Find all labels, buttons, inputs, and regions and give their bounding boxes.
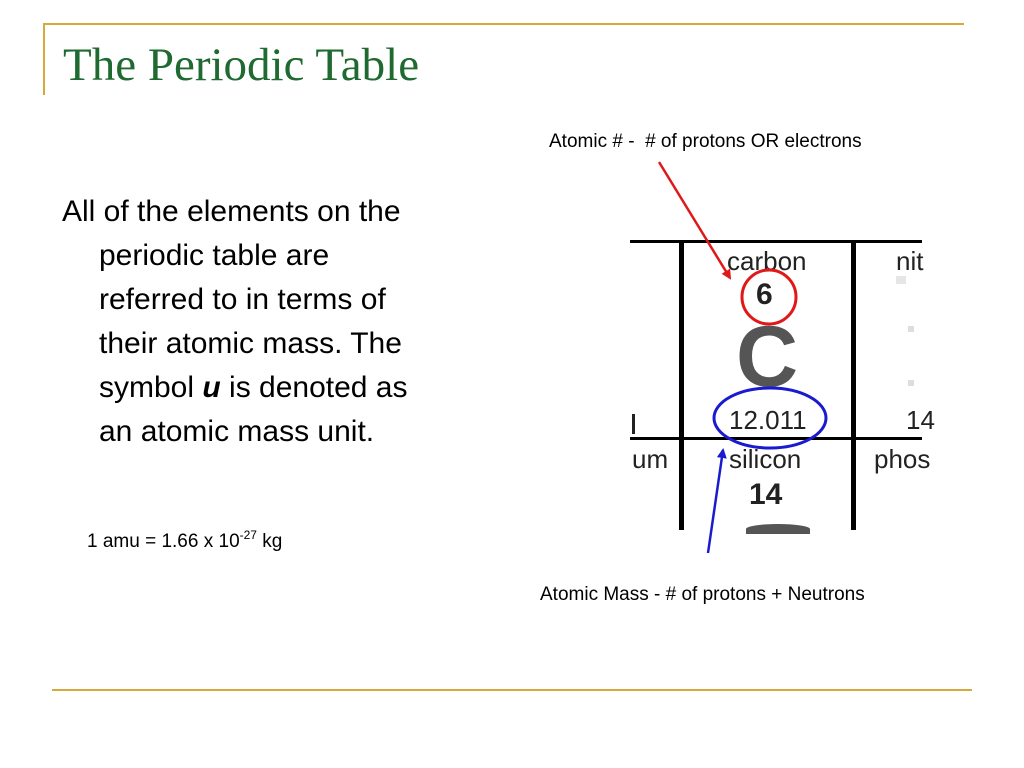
neighbor-right-mass: 14 xyxy=(906,405,935,435)
slide-title: The Periodic Table xyxy=(63,39,420,91)
silicon-atomic-number: 14 xyxy=(749,478,783,511)
atomic-mass-arrow xyxy=(708,450,723,553)
amu-base: 1 amu = 1.66 x 10 xyxy=(87,531,240,552)
amu-exponent: -27 xyxy=(239,528,257,542)
symbol-u: u xyxy=(202,371,221,404)
paragraph-line: their atomic mass. The xyxy=(99,327,402,360)
neighbor-right-bottom-name: phos xyxy=(874,444,931,474)
neighbor-right-name: nit xyxy=(896,246,924,276)
atomic-number-highlight-circle xyxy=(742,270,796,324)
carbon-atomic-number: 6 xyxy=(756,278,773,311)
paragraph-line: periodic table are xyxy=(99,239,330,272)
paragraph-line: All of the elements on the xyxy=(62,195,401,228)
carbon-symbol: C xyxy=(736,309,799,405)
amu-unit: kg xyxy=(256,531,283,552)
symbol-suffix: is denoted as xyxy=(220,371,408,404)
atomic-number-label: Atomic # - # of protons OR electrons xyxy=(549,131,862,152)
silicon-name: silicon xyxy=(729,444,802,474)
atomic-mass-highlight-ellipse xyxy=(714,388,826,448)
neighbor-left-bottom-name: um xyxy=(632,444,669,474)
carbon-name: carbon xyxy=(727,246,807,276)
atomic-mass-label: Atomic Mass - # of protons + Neutrons xyxy=(540,584,865,605)
symbol-prefix: symbol xyxy=(99,371,203,404)
atomic-number-arrow xyxy=(659,162,730,278)
paragraph-line: referred to in terms of xyxy=(99,283,386,316)
carbon-atomic-mass: 12.011 xyxy=(729,405,807,435)
paragraph-line: an atomic mass unit. xyxy=(99,415,375,448)
